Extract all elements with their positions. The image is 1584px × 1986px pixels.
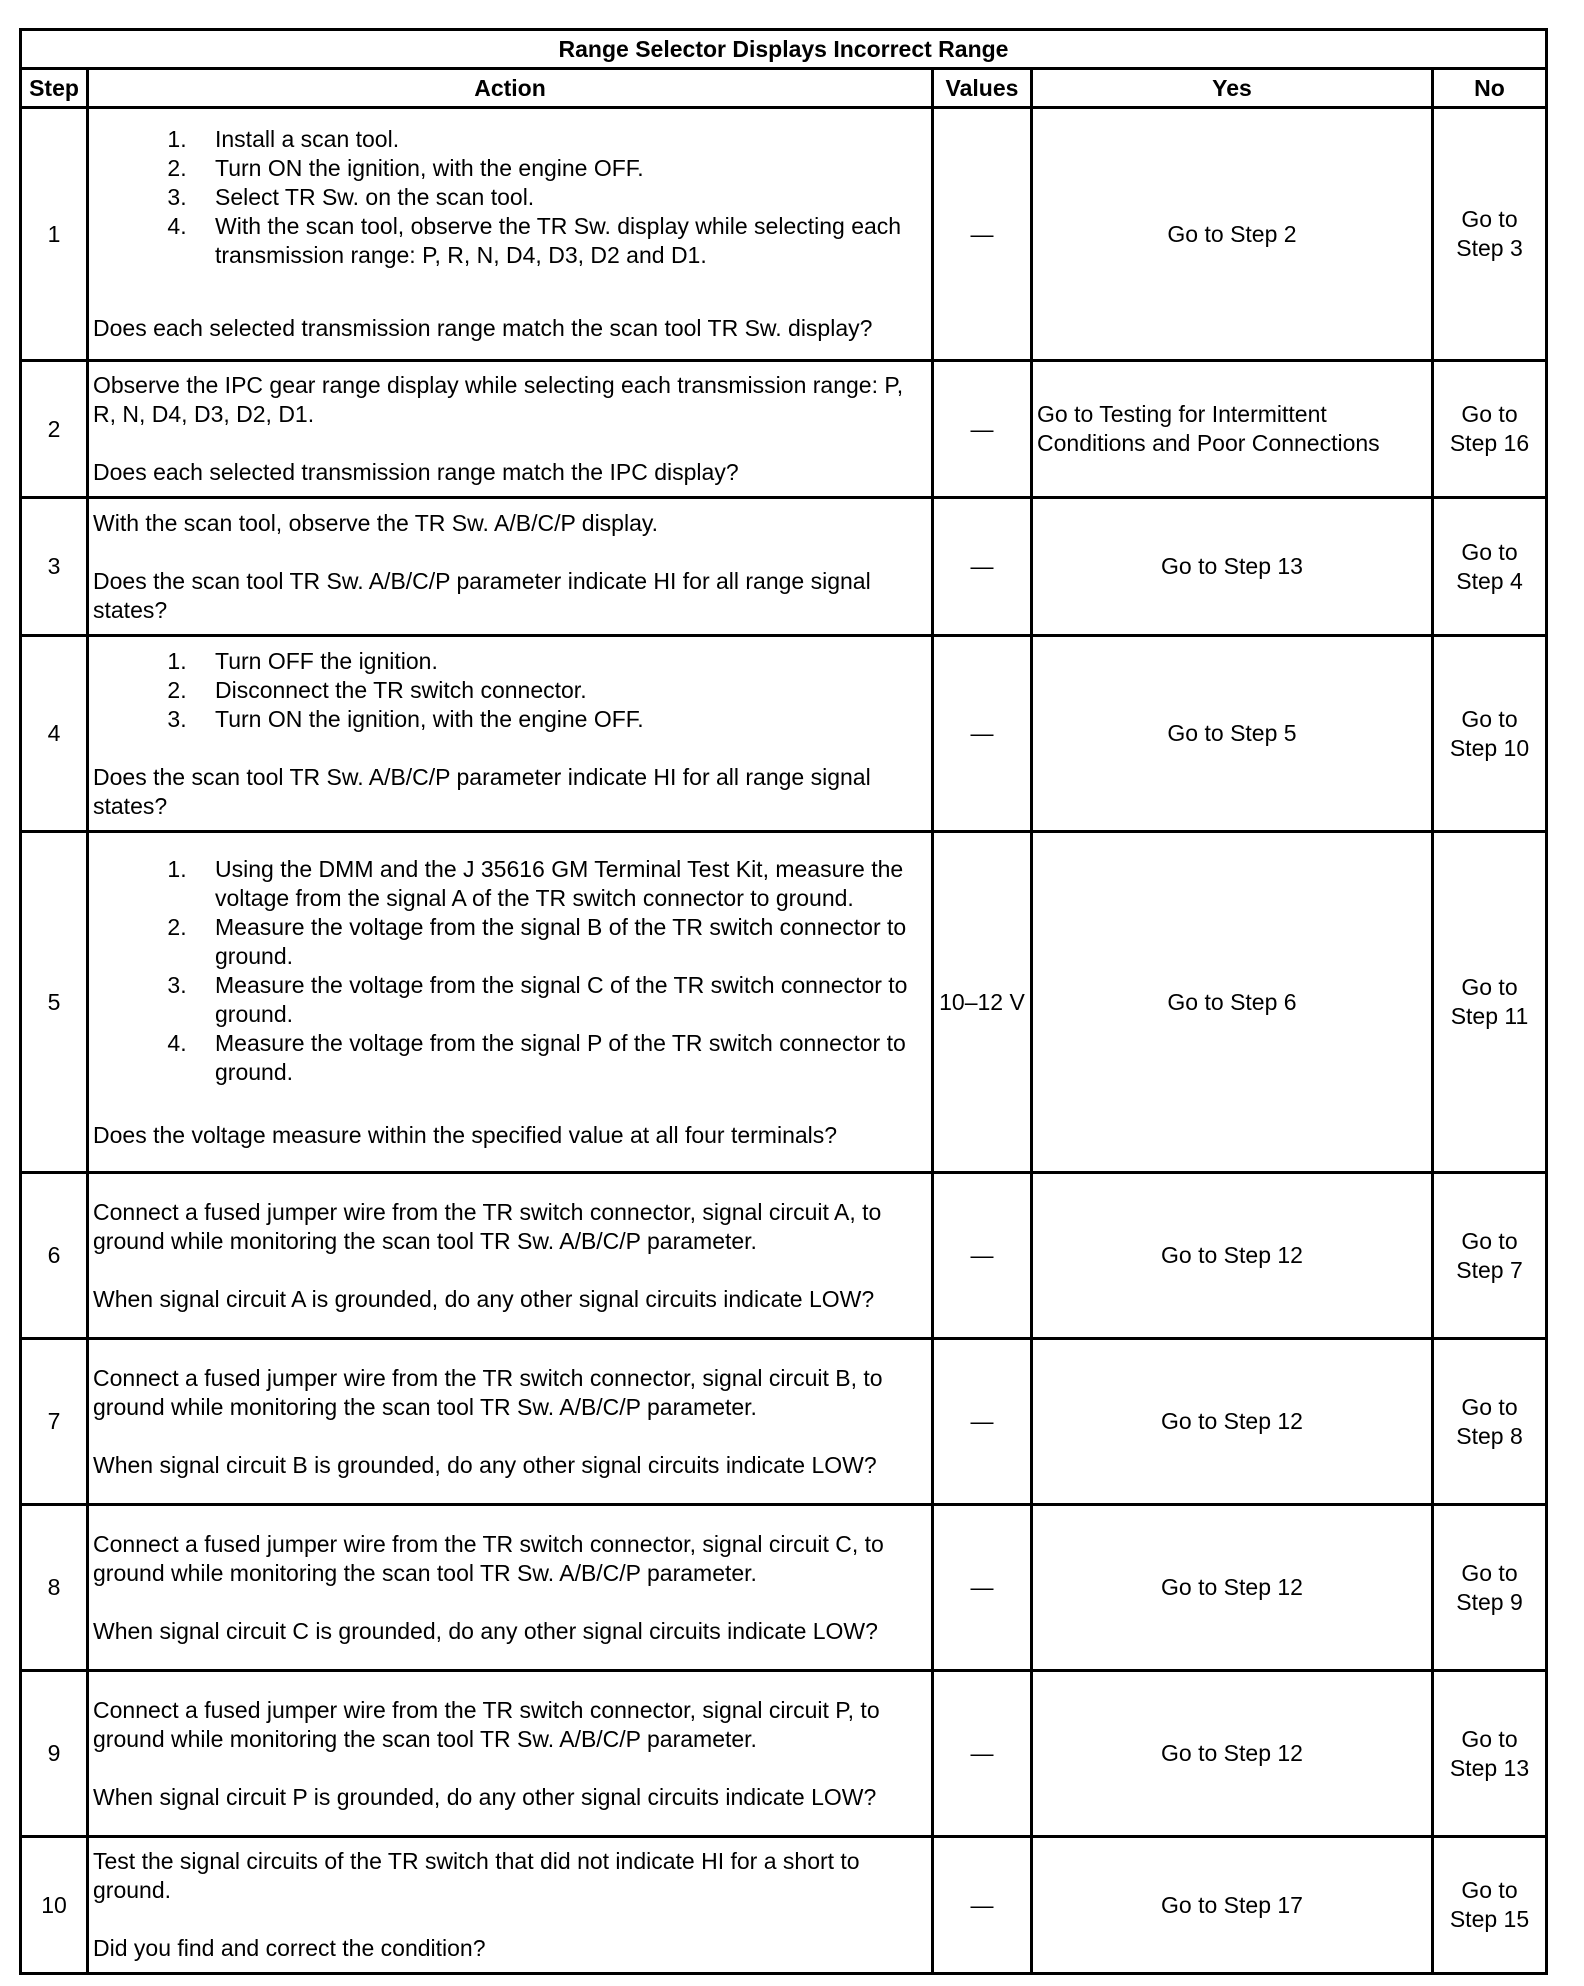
list-item: 4. With the scan tool, observe the TR Sw. display while selecting each transmission range: P, R, N, D4, D3, D2 and D1. (193, 212, 927, 270)
no-result: Go to Step 11 (1433, 832, 1547, 1173)
yes-result: Go to Step 6 (1032, 832, 1433, 1173)
table-row (21, 1173, 1547, 1339)
list-item: 4. Measure the voltage from the signal P of the TR switch connector to ground. (193, 1029, 927, 1087)
yes-result: Go to Step 12 (1032, 1671, 1433, 1837)
no-result: Go to Step 4 (1433, 498, 1547, 636)
table-row (21, 1671, 1547, 1837)
yes-result: Go to Testing for Intermittent Conditions and Poor Connections (1032, 361, 1433, 498)
action-cell (88, 361, 933, 498)
instruction-text: Connect a fused jumper wire from the TR switch connector, signal circuit A, to ground while monitoring the scan tool TR Sw. A/B/C/P parameter. (93, 1198, 882, 1254)
question-text: When signal circuit A is grounded, do any other signal circuits indicate LOW? (93, 1285, 875, 1312)
values-cell: — (933, 1505, 1032, 1671)
action-steps-list (93, 855, 927, 1087)
list-item: 2. Disconnect the TR switch connector. (193, 676, 927, 705)
yes-result: Go to Step 5 (1032, 636, 1433, 832)
list-item: 1. Using the DMM and the J 35616 GM Terminal Test Kit, measure the voltage from the signal A of the TR switch connector to ground. (193, 855, 927, 913)
no-result: Go to Step 3 (1433, 108, 1547, 361)
action-cell (88, 1671, 933, 1837)
question-text: When signal circuit P is grounded, do any other signal circuits indicate LOW? (93, 1783, 877, 1810)
no-result: Go to Step 13 (1433, 1671, 1547, 1837)
no-result: Go to Step 8 (1433, 1339, 1547, 1505)
question-text: Does each selected transmission range match the scan tool TR Sw. display? (93, 315, 873, 341)
step-number: 10 (21, 1837, 88, 1974)
yes-result: Go to Step 12 (1032, 1505, 1433, 1671)
header-no: No (1433, 69, 1547, 108)
no-result: Go to Step 10 (1433, 636, 1547, 832)
table-row (21, 1339, 1547, 1505)
question-text: When signal circuit B is grounded, do any other signal circuits indicate LOW? (93, 1451, 877, 1478)
yes-result: Go to Step 17 (1032, 1837, 1433, 1974)
step-number: 3 (21, 498, 88, 636)
action-steps-list (93, 647, 927, 734)
values-cell: — (933, 361, 1032, 498)
yes-result: Go to Step 12 (1032, 1173, 1433, 1339)
diagnostic-table (19, 28, 1548, 1975)
header-step: Step (21, 69, 88, 108)
header-action: Action (88, 69, 933, 108)
values-cell: — (933, 1173, 1032, 1339)
table-row (21, 832, 1547, 1173)
header-yes: Yes (1032, 69, 1433, 108)
no-result: Go to Step 9 (1433, 1505, 1547, 1671)
instruction-text: Observe the IPC gear range display while selecting each transmission range: P, R, N, D4, D3, D2, D1. (93, 372, 904, 427)
header-values: Values (933, 69, 1032, 108)
list-item: 1. Turn OFF the ignition. (193, 647, 927, 676)
values-cell: 10–12 V (933, 832, 1032, 1173)
no-result: Go to Step 16 (1433, 361, 1547, 498)
table-row (21, 361, 1547, 498)
yes-result: Go to Step 13 (1032, 498, 1433, 636)
action-cell (88, 832, 933, 1173)
question-text: When signal circuit C is grounded, do any other signal circuits indicate LOW? (93, 1617, 878, 1644)
action-cell (88, 1505, 933, 1671)
values-cell: — (933, 498, 1032, 636)
values-cell: — (933, 1671, 1032, 1837)
yes-result: Go to Step 12 (1032, 1339, 1433, 1505)
values-cell: — (933, 1339, 1032, 1505)
action-steps-list (93, 125, 927, 270)
list-item: 3. Turn ON the ignition, with the engine OFF. (193, 705, 927, 734)
table-row (21, 1837, 1547, 1974)
step-number: 1 (21, 108, 88, 361)
list-item: 1. Install a scan tool. (193, 125, 927, 154)
question-text: Does the voltage measure within the specified value at all four terminals? (93, 1121, 838, 1148)
question-text: Did you find and correct the condition? (93, 1935, 486, 1961)
no-result: Go to Step 15 (1433, 1837, 1547, 1974)
instruction-text: With the scan tool, observe the TR Sw. A/B/C/P display. (93, 509, 659, 536)
values-cell: — (933, 108, 1032, 361)
list-item: 2. Turn ON the ignition, with the engine OFF. (193, 154, 927, 183)
table-row (21, 636, 1547, 832)
list-item: 3. Select TR Sw. on the scan tool. (193, 183, 927, 212)
table-title: Range Selector Displays Incorrect Range (21, 30, 1547, 69)
table-row (21, 498, 1547, 636)
step-number: 2 (21, 361, 88, 498)
values-cell: — (933, 636, 1032, 832)
table-row (21, 1505, 1547, 1671)
table-row (21, 108, 1547, 361)
action-cell (88, 1173, 933, 1339)
no-result: Go to Step 7 (1433, 1173, 1547, 1339)
yes-result: Go to Step 2 (1032, 108, 1433, 361)
instruction-text: Connect a fused jumper wire from the TR switch connector, signal circuit B, to ground while monitoring the scan tool TR Sw. A/B/C/P parameter. (93, 1364, 883, 1420)
step-number: 6 (21, 1173, 88, 1339)
action-cell (88, 108, 933, 361)
instruction-text: Test the signal circuits of the TR switch that did not indicate HI for a short to ground. (93, 1848, 860, 1903)
question-text: Does each selected transmission range match the IPC display? (93, 459, 739, 485)
step-number: 7 (21, 1339, 88, 1505)
action-cell (88, 636, 933, 832)
values-cell: — (933, 1837, 1032, 1974)
step-number: 4 (21, 636, 88, 832)
question-text: Does the scan tool TR Sw. A/B/C/P parameter indicate HI for all range signal states? (93, 763, 871, 819)
action-cell (88, 1837, 933, 1974)
list-item: 2. Measure the voltage from the signal B of the TR switch connector to ground. (193, 913, 927, 971)
step-number: 5 (21, 832, 88, 1173)
instruction-text: Connect a fused jumper wire from the TR switch connector, signal circuit C, to ground while monitoring the scan tool TR Sw. A/B/C/P parameter. (93, 1530, 884, 1586)
action-cell (88, 1339, 933, 1505)
list-item: 3. Measure the voltage from the signal C of the TR switch connector to ground. (193, 971, 927, 1029)
instruction-text: Connect a fused jumper wire from the TR switch connector, signal circuit P, to ground while monitoring the scan tool TR Sw. A/B/C/P parameter. (93, 1696, 880, 1752)
step-number: 8 (21, 1505, 88, 1671)
step-number: 9 (21, 1671, 88, 1837)
action-cell (88, 498, 933, 636)
question-text: Does the scan tool TR Sw. A/B/C/P parameter indicate HI for all range signal states? (93, 567, 871, 623)
